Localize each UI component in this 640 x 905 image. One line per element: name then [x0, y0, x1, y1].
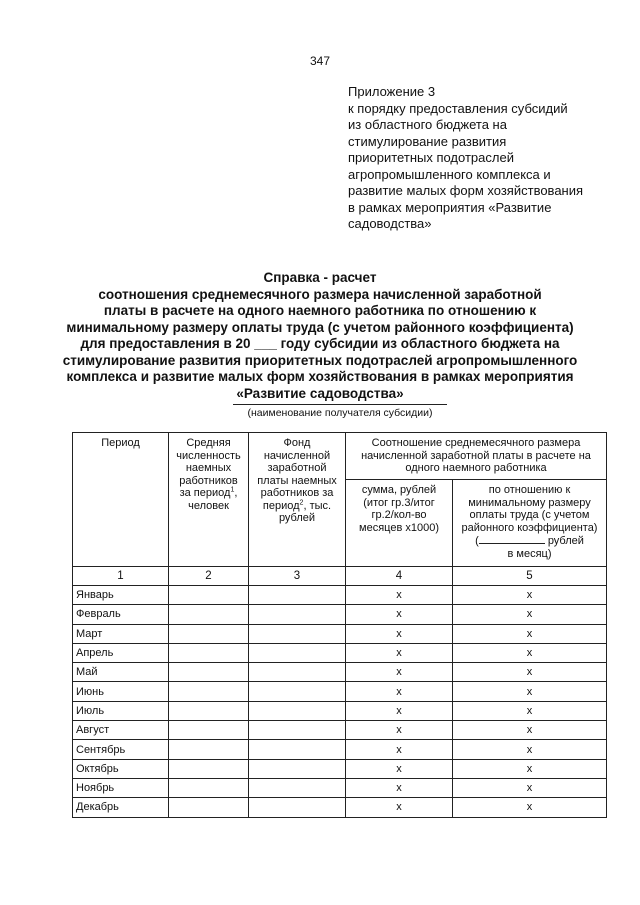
headcount-cell	[169, 624, 249, 643]
appendix-line: из областного бюджета на	[348, 117, 507, 132]
table-row	[73, 759, 607, 778]
headcount-cell	[169, 586, 249, 605]
column-number: 2	[169, 567, 249, 586]
fund-cell	[249, 586, 346, 605]
table-row	[73, 778, 607, 797]
month-cell: Август	[73, 721, 169, 740]
headcount-cell	[169, 778, 249, 797]
header-period: Период	[73, 433, 169, 567]
month-cell: Май	[73, 663, 169, 682]
month-cell: Март	[73, 624, 169, 643]
headcount-cell	[169, 701, 249, 720]
table-row	[73, 721, 607, 740]
header-ratio: Соотношение среднемесячного размера начисленной заработной платы в расчете на одного наемного работника	[346, 433, 607, 480]
table-row	[73, 586, 607, 605]
column-number: 4	[346, 567, 453, 586]
title-line: Справка - расчет	[263, 270, 377, 285]
ratio-cell: x	[453, 701, 607, 720]
sum-cell: x	[346, 586, 453, 605]
fund-cell	[249, 624, 346, 643]
ratio-cell: x	[453, 586, 607, 605]
appendix-line: приоритетных подотраслей	[348, 150, 514, 165]
appendix-line: стимулирование развития	[348, 133, 507, 149]
min-wage-blank	[479, 534, 545, 544]
sum-cell: x	[346, 605, 453, 624]
fund-cell	[249, 721, 346, 740]
appendix-line: в рамках мероприятия «Развитие	[348, 199, 552, 215]
column-number: 1	[73, 567, 169, 586]
fund-cell	[249, 701, 346, 720]
table-row	[73, 643, 607, 662]
sum-cell: x	[346, 798, 453, 817]
table-row	[73, 663, 607, 682]
table-row	[73, 624, 607, 643]
title-line: комплекса и развитие малых форм хозяйствования в рамках мероприятия	[66, 369, 574, 384]
title-line: «Развитие садоводства»	[236, 385, 404, 401]
month-cell: Февраль	[73, 605, 169, 624]
ratio-cell: x	[453, 605, 607, 624]
header-min-wage-ratio: по отношению к минимальному размеру оплаты труда (с учетом районного коэффициента) ( рублей в месяц)	[453, 480, 607, 567]
headcount-cell	[169, 682, 249, 701]
headcount-cell	[169, 759, 249, 778]
fund-cell	[249, 778, 346, 797]
fund-cell	[249, 798, 346, 817]
fund-cell	[249, 663, 346, 682]
header-sum-rub: сумма, рублей (итог гр.3/итог гр.2/кол-во месяцев х1000)	[346, 480, 453, 567]
sum-cell: x	[346, 759, 453, 778]
headcount-cell	[169, 798, 249, 817]
month-cell: Декабрь	[73, 798, 169, 817]
month-cell: Июль	[73, 701, 169, 720]
recipient-underline	[233, 404, 447, 405]
sum-cell: x	[346, 682, 453, 701]
ratio-cell: x	[453, 663, 607, 682]
headcount-cell	[169, 740, 249, 759]
table-row	[73, 605, 607, 624]
appendix-line: к порядку предоставления субсидий	[348, 100, 568, 116]
table-row	[73, 798, 607, 817]
fund-cell	[249, 682, 346, 701]
ratio-cell: x	[453, 682, 607, 701]
header-avg-headcount: Средняя численность наемных работников за период$^1$, человек	[169, 433, 249, 567]
month-cell: Ноябрь	[73, 778, 169, 797]
appendix-line: агропромышленного комплекса и	[348, 166, 551, 182]
appendix-line: Приложение 3	[348, 84, 436, 99]
page-number: 347	[309, 54, 331, 68]
month-cell: Январь	[73, 586, 169, 605]
month-rows	[73, 586, 607, 818]
appendix-line: садоводства»	[348, 216, 432, 231]
recipient-caption: (наименование получателя субсидии)	[247, 407, 433, 419]
fund-cell	[249, 643, 346, 662]
column-number-row	[73, 567, 607, 586]
title-line: минимальному размеру оплаты труда (с учетом районного коэффициента)	[66, 319, 574, 335]
calculation-table	[72, 432, 607, 818]
ratio-cell: x	[453, 798, 607, 817]
fund-cell	[249, 605, 346, 624]
ratio-cell: x	[453, 740, 607, 759]
sum-cell: x	[346, 778, 453, 797]
headcount-cell	[169, 605, 249, 624]
ratio-cell: x	[453, 624, 607, 643]
title-line: для предоставления в 20 ___ году субсидии из областного бюджета на	[80, 336, 560, 351]
sum-cell: x	[346, 624, 453, 643]
document-title	[50, 270, 590, 402]
sum-cell: x	[346, 701, 453, 720]
footnote-mark: 1	[230, 486, 235, 494]
appendix-block	[348, 84, 618, 233]
sum-cell: x	[346, 643, 453, 662]
ratio-cell: x	[453, 778, 607, 797]
month-cell: Октябрь	[73, 759, 169, 778]
fund-cell	[249, 759, 346, 778]
fund-cell	[249, 740, 346, 759]
table-row	[73, 701, 607, 720]
table-row	[73, 682, 607, 701]
column-number: 3	[249, 567, 346, 586]
title-line: стимулирование развития приоритетных подотраслей агропромышленного	[62, 352, 578, 368]
ratio-cell: x	[453, 759, 607, 778]
recipient-field	[230, 404, 450, 419]
month-cell: Июнь	[73, 682, 169, 701]
footnote-mark: 2	[299, 498, 304, 506]
month-cell: Апрель	[73, 643, 169, 662]
sum-cell: x	[346, 663, 453, 682]
appendix-line: развитие малых форм хозяйствования	[348, 183, 584, 198]
title-line: платы в расчете на одного наемного работника по отношению к	[103, 303, 537, 318]
sum-cell: x	[346, 721, 453, 740]
headcount-cell	[169, 721, 249, 740]
header-payroll-fund: Фонд начисленной заработной платы наемных работников за период$^2$, тыс. рублей	[249, 433, 346, 567]
month-cell: Сентябрь	[73, 740, 169, 759]
headcount-cell	[169, 663, 249, 682]
ratio-cell: x	[453, 721, 607, 740]
headcount-cell	[169, 643, 249, 662]
title-line: соотношения среднемесячного размера начисленной заработной	[98, 286, 542, 302]
table-row	[73, 740, 607, 759]
sum-cell: x	[346, 740, 453, 759]
ratio-cell: x	[453, 643, 607, 662]
column-number: 5	[453, 567, 607, 586]
